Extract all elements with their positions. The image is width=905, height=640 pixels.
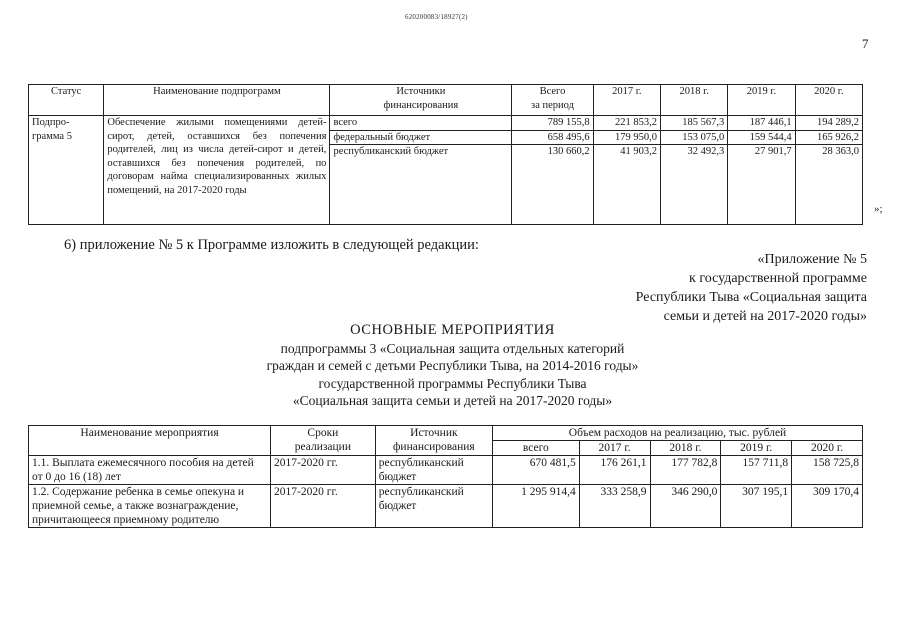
appendix-line: Республики Тыва «Социальная защита (635, 290, 867, 305)
source-cell: федеральный бюджет (330, 130, 512, 145)
appendix-line: семьи и детей на 2017-2020 годы» (663, 309, 867, 324)
activity-cell: 1.1. Выплата ежемесячного пособия на детей от 0 до 16 (18) лет (29, 456, 271, 485)
table-header-row (29, 426, 863, 441)
total-cell: 789 155,8 (512, 116, 593, 131)
header-source-line1: Источник (410, 427, 458, 439)
y2017-cell: 179 950,0 (593, 130, 660, 145)
header-volume: Объем расходов на реализацию, тыс. рублей (493, 426, 863, 441)
header-term-line1: Сроки (307, 427, 339, 439)
status-line2: грамма 5 (32, 130, 72, 142)
header-sources (330, 85, 512, 116)
y2020-cell: 28 363,0 (795, 145, 862, 225)
table-header-row (29, 85, 863, 116)
source-cell: республиканский бюджет (375, 456, 492, 485)
header-status: Статус (29, 85, 104, 116)
y2019-cell: 159 544,4 (728, 130, 795, 145)
header-total: всего (493, 441, 580, 456)
source-cell: республиканский бюджет (375, 485, 492, 528)
status-cell (29, 116, 104, 225)
y2020-cell: 165 926,2 (795, 130, 862, 145)
title-line: подпрограммы 3 «Социальная защита отдельных категорий (280, 340, 625, 356)
subprogram-funding-table (28, 84, 863, 225)
title-line: государственной программы Республики Тыва (318, 375, 587, 391)
y2018-cell: 32 492,3 (660, 145, 727, 225)
appendix-line: «Приложение № 5 (757, 252, 867, 267)
header-2019: 2019 г. (728, 85, 795, 116)
y2018-cell: 177 782,8 (650, 456, 721, 485)
header-total-line1: Всего (539, 86, 566, 97)
title-line: «Социальная защита семьи и детей на 2017-2020 годы» (292, 393, 613, 408)
y2017-cell: 221 853,2 (593, 116, 660, 131)
total-cell: 130 660,2 (512, 145, 593, 225)
header-subprogram: Наименование подпрограмм (104, 85, 330, 116)
header-total-line2: за период (531, 99, 574, 111)
header-2017: 2017 г. (579, 441, 650, 456)
y2018-cell: 153 075,0 (660, 130, 727, 145)
closing-quote-mark: »; (874, 203, 883, 215)
y2019-cell: 187 446,1 (728, 116, 795, 131)
header-2020: 2020 г. (792, 441, 863, 456)
term-cell: 2017-2020 гг. (271, 485, 376, 528)
appendix-line: к государственной программе (689, 271, 867, 286)
document-code: 620200083/18927(2) (405, 13, 468, 21)
y2017-cell: 41 903,2 (593, 145, 660, 225)
document-title (0, 322, 905, 410)
title-line: граждан и семей с детьми Республики Тыва, на 2014-2016 годы» (266, 358, 639, 373)
activities-table (28, 425, 863, 528)
activity-cell: 1.2. Содержание ребенка в семье опекуна и приемной семье, а также вознаграждение, причитающееся приемному родителю (29, 485, 271, 528)
y2017-cell: 333 258,9 (579, 485, 650, 528)
header-2018: 2018 г. (660, 85, 727, 116)
header-term (271, 426, 376, 456)
subprogram-name: Обеспечение жилыми помещениями детей-сирот, детей, оставшихся без попечения родителей, лиц из числа детей-сирот и детей, оставшихся без попечения родителей, по договорам найма специализированных жилых помещений, на 2017-2020 годы (104, 116, 330, 225)
table-row (29, 116, 863, 131)
y2018-cell: 346 290,0 (650, 485, 721, 528)
header-source (375, 426, 492, 456)
y2017-cell: 176 261,1 (579, 456, 650, 485)
instruction-paragraph: 6) приложение № 5 к Программе изложить в следующей редакции: (64, 237, 479, 253)
table-row (29, 456, 863, 485)
header-sources-line1: Источники (396, 86, 446, 97)
source-cell: республиканский бюджет (330, 145, 512, 225)
y2020-cell: 194 289,2 (795, 116, 862, 131)
source-cell: всего (330, 116, 512, 131)
total-cell: 670 481,5 (493, 456, 580, 485)
header-term-line2: реализации (294, 441, 351, 453)
page-number: 7 (862, 36, 869, 51)
table-row (29, 485, 863, 528)
y2019-cell: 307 195,1 (721, 485, 792, 528)
y2020-cell: 158 725,8 (792, 456, 863, 485)
header-total (512, 85, 593, 116)
header-2017: 2017 г. (593, 85, 660, 116)
appendix-header (636, 250, 867, 326)
status-line1: Подпро- (32, 117, 70, 128)
header-sources-line2: финансирования (383, 99, 459, 111)
header-source-line2: финансирования (392, 441, 475, 453)
y2018-cell: 185 567,3 (660, 116, 727, 131)
header-activity: Наименование мероприятия (29, 426, 271, 456)
y2019-cell: 27 901,7 (728, 145, 795, 225)
header-2020: 2020 г. (795, 85, 862, 116)
header-2019: 2019 г. (721, 441, 792, 456)
y2019-cell: 157 711,8 (721, 456, 792, 485)
term-cell: 2017-2020 гг. (271, 456, 376, 485)
total-cell: 658 495,6 (512, 130, 593, 145)
total-cell: 1 295 914,4 (493, 485, 580, 528)
header-2018: 2018 г. (650, 441, 721, 456)
title-main: ОСНОВНЫЕ МЕРОПРИЯТИЯ (350, 322, 555, 338)
y2020-cell: 309 170,4 (792, 485, 863, 528)
